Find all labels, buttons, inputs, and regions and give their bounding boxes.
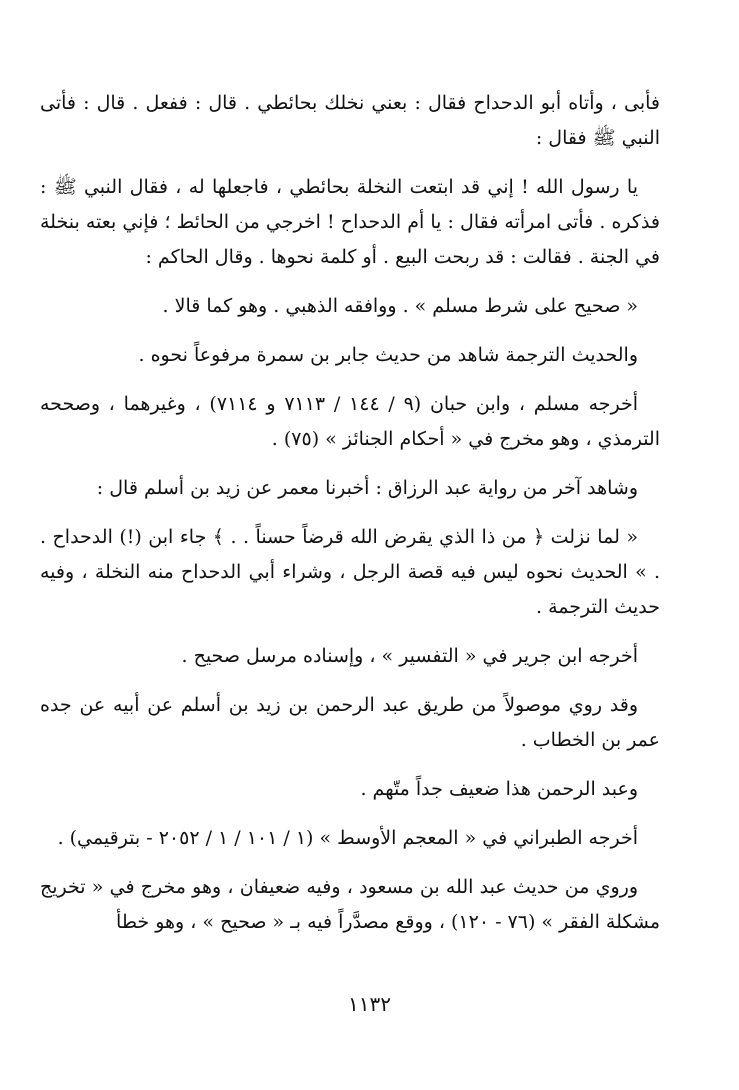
paragraph-8: أخرجه ابن جرير في « التفسير » ، وإسناده مرسل صحيح . <box>181 645 638 667</box>
paragraph-5: أخرجه مسلم ، وابن حبان (٩ / ١٤٤ / ٧١١٣ و ٧١١٤) ، وغيرهما ، وصححه الترمذي ، وهو مخرج في « أحكام الجنائز » (٧٥) . <box>40 393 660 450</box>
page-body <box>40 86 660 954</box>
paragraph-12: وروي من حديث عبد الله بن مسعود ، وفيه ضعيفان ، وهو مخرج في « تخريج مشكلة الفقر » (٧٦ - ١٢٠) ، ووقع مصدَّراً فيه بـ « صحيح » ، وهو خطأ <box>40 876 660 933</box>
paragraph-6: وشاهد آخر من رواية عبد الرزاق : أخبرنا معمر عن زيد بن أسلم قال : <box>96 477 638 499</box>
paragraph-10: وعبد الرحمن هذا ضعيف جداً متّهم . <box>360 778 638 800</box>
paragraph-11: أخرجه الطبراني في « المعجم الأوسط » (١ / ١٠١ / ١ / ٢٠٥٢ - بترقيمي) . <box>57 827 638 849</box>
paragraph-4: والحديث الترجمة شاهد من حديث جابر بن سمرة مرفوعاً نحوه . <box>138 344 638 366</box>
paragraph-2: يا رسول الله ! إني قد ابتعت النخلة بحائطي ، فاجعلها له ، فقال النبي ﷺ : فذكره . فأتى امرأته فقال : يا أم الدحداح ! اخرجي من الحائط ؛ فإني بعته بنخلة في الجنة . فقالت : قد ربحت البيع . أو كلمة نحوها . وقال الحاكم : <box>40 176 660 268</box>
page-number: ١١٣٢ <box>348 992 391 1016</box>
paragraph-7: « لما نزلت ﴿ من ذا الذي يقرض الله قرضاً حسناً . . ﴾ جاء ابن (!) الدحداح . . » الحديث نحوه ليس فيه قصة الرجل ، وشراء أبي الدحداح منه النخلة ، وفيه حديث الترجمة . <box>40 526 660 618</box>
paragraph-3: « صحيح على شرط مسلم » . ووافقه الذهبي . وهو كما قالا . <box>162 295 638 317</box>
paragraph-9: وقد روي موصولاً من طريق عبد الرحمن بن زيد بن أسلم عن أبيه عن جده عمر بن الخطاب . <box>40 694 660 751</box>
paragraph-1: فأبى ، وأتاه أبو الدحداح فقال : بعني نخلك بحائطي . قال : ففعل . قال : فأتى النبي ﷺ فقال : <box>40 92 660 149</box>
